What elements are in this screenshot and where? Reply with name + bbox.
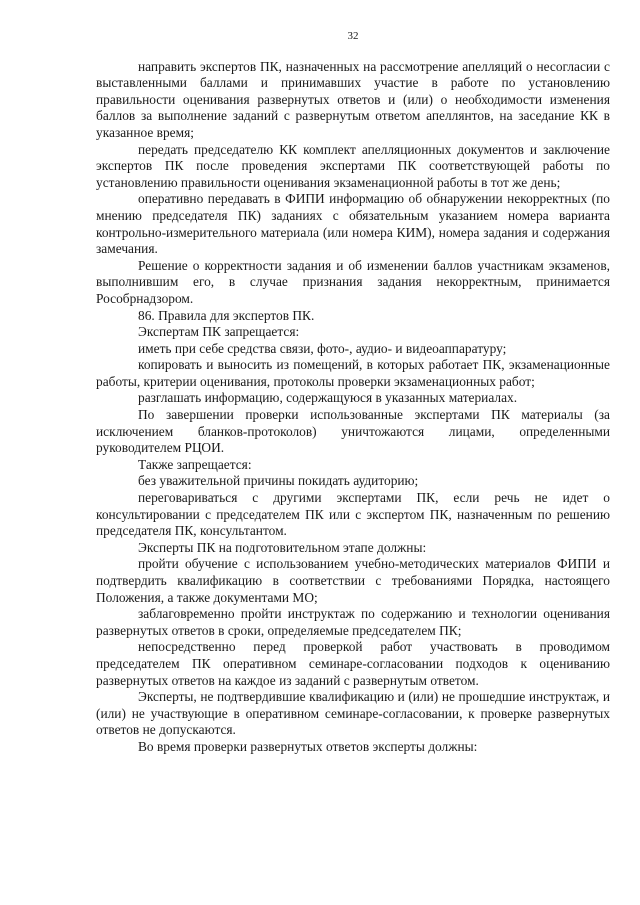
paragraph: По завершении проверки использованные экспертами ПК материалы (за исключением бланков-протоколов) уничтожаются лицами, определенными руководителем РЦОИ. (96, 407, 610, 456)
list-item: заблаговременно пройти инструктаж по содержанию и технологии оценивания развернутых ответов в сроки, определяемые председателем ПК; (96, 606, 610, 638)
paragraph: оперативно передавать в ФИПИ информацию об обнаружении некорректных (по мнению председателя ПК) заданиях с обязательным указанием номера варианта контрольно-измерительного материала (или номера КИМ), номера задания и содержания замечания. (96, 191, 610, 257)
list-item: иметь при себе средства связи, фото-, аудио- и видеоаппаратуру; (138, 340, 507, 356)
paragraph: направить экспертов ПК, назначенных на рассмотрение апелляций о несогласии с выставленными баллами и принимавших участие в работе по установлению правильности оценивания развернутых ответов и (или) о необходимости изменения баллов за выполнение заданий с развернутым ответом апеллянтов, на заседание КК в указанное время; (96, 58, 610, 140)
list-item: переговариваться с другими экспертами ПК, если речь не идет о консультировании с председателем ПК или с экспертом ПК, назначенным по решению председателя ПК, консультантом. (96, 490, 610, 539)
paragraph: Также запрещается: (138, 456, 252, 472)
paragraph: Во время проверки развернутых ответов эксперты должны: (138, 738, 478, 754)
page-number: 32 (347, 30, 359, 42)
list-item: пройти обучение с использованием учебно-методических материалов ФИПИ и подтвердить квалификацию в соответствии с требованиями Порядка, настоящего Положения, а также документами МО; (96, 556, 610, 605)
list-item: разглашать информацию, содержащуюся в указанных материалах. (138, 390, 518, 406)
paragraph: Эксперты, не подтвердившие квалификацию и (или) не прошедшие инструктаж, и (или) не участвующие в оперативном семинаре-согласовании, к проверке развернутых ответов не допускаются. (96, 689, 610, 738)
paragraph: Решение о корректности задания и об изменении баллов участникам экзаменов, выполнившим его, в случае признания задания некорректным, принимается Рособрнадзором. (96, 257, 610, 306)
paragraph: Эксперты ПК на подготовительном этапе должны: (138, 539, 427, 555)
paragraph: Экспертам ПК запрещается: (138, 324, 300, 340)
paragraph: передать председателю КК комплект апелляционных документов и заключение экспертов ПК после проведения экспертами ПК соответствующей работы по установлению правильности оценивания экзаменационной работы в тот же день; (96, 141, 610, 190)
list-item: без уважительной причины покидать аудиторию; (138, 473, 419, 489)
list-item: непосредственно перед проверкой работ участвовать в проводимом председателем ПК оперативном семинаре-согласовании подходов к оцениванию развернутых ответов на каждое из заданий с развернутым ответом. (96, 639, 610, 688)
list-item: копировать и выносить из помещений, в которых работает ПК, экзаменационные работы, критерии оценивания, протоколы проверки экзаменационных работ; (96, 357, 610, 389)
section-heading: 86. Правила для экспертов ПК. (138, 307, 315, 323)
